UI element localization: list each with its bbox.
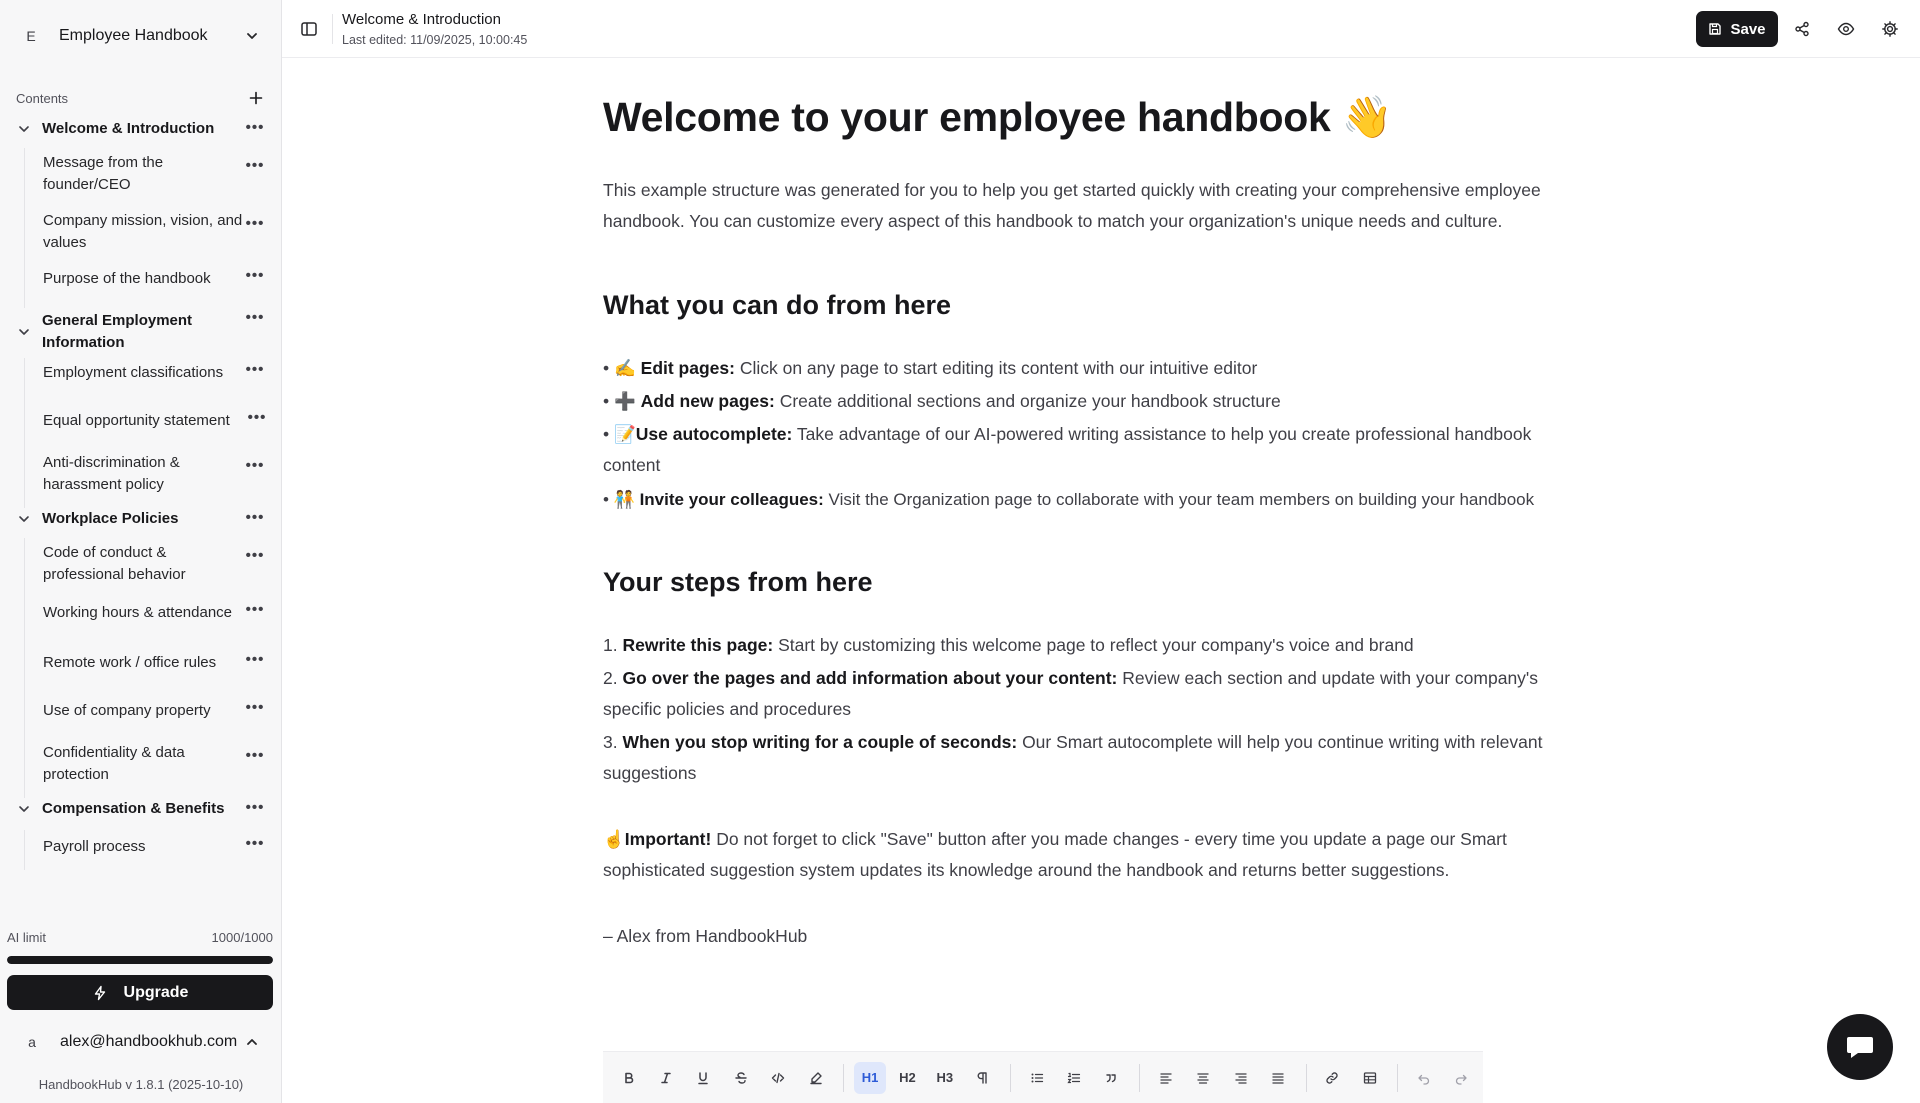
page-item-mission[interactable] — [25, 206, 282, 264]
more-icon[interactable]: ••• — [245, 266, 265, 284]
link-button[interactable] — [1317, 1062, 1348, 1094]
section-children — [24, 358, 282, 508]
step-bold: Rewrite this page: — [622, 635, 774, 655]
pointing-finger-icon: ☝️ — [603, 829, 625, 849]
numbered-list-button[interactable] — [1058, 1062, 1089, 1094]
page-item-label: Company mission, vision, and values — [43, 212, 243, 251]
plus-icon — [249, 91, 263, 105]
quote-icon — [1104, 1071, 1118, 1085]
paragraph-button[interactable] — [967, 1062, 998, 1094]
page-item-label: Confidentiality & data protection — [43, 744, 185, 783]
page-item-code-of-conduct[interactable] — [25, 538, 282, 598]
user-email: alex@handbookhub.com — [60, 1033, 238, 1050]
page-item-equal-opportunity[interactable] — [25, 406, 282, 448]
bullet-item — [603, 353, 1583, 384]
italic-button[interactable] — [650, 1062, 681, 1094]
link-icon — [1325, 1071, 1339, 1085]
save-label: Save — [1730, 20, 1766, 38]
bullet-text: Take advantage of our AI-powered writing assistance to help you create professional handbook content — [603, 424, 1532, 475]
page-item-confidentiality[interactable] — [25, 738, 282, 798]
bolt-icon — [92, 985, 108, 1001]
support-chat-button[interactable] — [1827, 1014, 1893, 1080]
pilcrow-icon — [975, 1071, 989, 1085]
page-item-remote-work[interactable] — [25, 648, 282, 696]
more-icon[interactable]: ••• — [245, 650, 265, 668]
sidebar-toggle-button[interactable] — [296, 16, 322, 42]
section-title: Workplace Policies — [42, 510, 179, 527]
page-item-label: Payroll process — [43, 838, 146, 855]
header-divider — [332, 14, 333, 44]
bullet-list-button[interactable] — [1021, 1062, 1052, 1094]
important-note — [603, 824, 1583, 886]
align-center-icon — [1196, 1071, 1210, 1085]
more-icon[interactable]: ••• — [245, 746, 265, 764]
chevron-down-icon[interactable] — [16, 118, 32, 140]
page-item-payroll[interactable] — [25, 830, 282, 870]
contents-header — [0, 86, 282, 110]
upgrade-button[interactable] — [7, 975, 273, 1010]
bullet-text: Visit the Organization page to collaborate with your team members on building your handbook — [823, 490, 1535, 509]
more-icon[interactable]: ••• — [245, 456, 265, 474]
table-icon — [1363, 1071, 1377, 1085]
chevron-up-icon — [240, 1030, 264, 1054]
gear-icon — [1881, 20, 1899, 38]
align-right-button[interactable] — [1225, 1062, 1256, 1094]
bold-icon — [622, 1071, 636, 1085]
chevron-down-icon — [240, 24, 264, 48]
page-item-label: Message from the founder/CEO — [43, 154, 164, 193]
page-title: Welcome & Introduction — [342, 11, 501, 28]
share-icon — [1794, 21, 1810, 37]
last-edited: Last edited: 11/09/2025, 10:00:45 — [342, 33, 528, 47]
workspace-switcher[interactable] — [14, 20, 268, 52]
align-justify-button[interactable] — [1262, 1062, 1293, 1094]
page-item-classifications[interactable] — [25, 358, 282, 406]
align-justify-icon — [1271, 1071, 1285, 1085]
page-item-label: Equal opportunity statement — [43, 412, 230, 429]
bullet-prefix: • ➕ — [603, 391, 641, 411]
preview-button[interactable] — [1834, 17, 1858, 41]
step-number: 2. — [603, 668, 623, 688]
more-icon[interactable]: ••• — [245, 508, 265, 526]
more-icon[interactable]: ••• — [247, 408, 267, 426]
more-icon[interactable]: ••• — [245, 308, 265, 326]
toolbar-separator — [1010, 1064, 1011, 1092]
heading-1-button[interactable]: H1 — [854, 1062, 885, 1094]
chevron-down-icon[interactable] — [16, 798, 32, 820]
step-text: Review each section and update with your company's specific policies and procedures — [603, 668, 1539, 719]
code-icon — [771, 1071, 785, 1085]
more-icon[interactable]: ••• — [245, 798, 265, 816]
save-icon — [1708, 22, 1722, 36]
toolbar-separator — [1139, 1064, 1140, 1092]
upgrade-label: Upgrade — [123, 983, 189, 1001]
page-item-label: Purpose of the handbook — [43, 270, 211, 287]
underline-button[interactable] — [688, 1062, 719, 1094]
align-left-icon — [1159, 1071, 1173, 1085]
settings-button[interactable] — [1878, 17, 1902, 41]
signature: – Alex from HandbookHub — [603, 926, 808, 946]
step-bold: When you stop writing for a couple of seconds: — [622, 732, 1018, 752]
ai-limit-progress-fill — [7, 956, 273, 964]
section-title: General Employment Information — [42, 312, 193, 351]
contents-label: Contents — [16, 90, 69, 106]
page-item-company-property[interactable] — [25, 696, 282, 738]
section-title: Compensation & Benefits — [42, 800, 225, 817]
share-button[interactable] — [1790, 17, 1814, 41]
align-center-button[interactable] — [1187, 1062, 1218, 1094]
more-icon[interactable]: ••• — [245, 698, 265, 716]
numbered-list-icon — [1067, 1071, 1081, 1085]
step-item — [603, 727, 1583, 789]
redo-icon — [1454, 1071, 1468, 1085]
section-children — [24, 830, 282, 870]
highlighter-icon — [809, 1071, 823, 1085]
step-bold: Go over the pages and add information about your content: — [622, 668, 1118, 688]
page-tree — [0, 118, 282, 912]
step-number: 3. — [603, 732, 623, 752]
bullet-item — [603, 419, 1583, 481]
more-icon[interactable]: ••• — [245, 834, 265, 852]
more-icon[interactable]: ••• — [245, 118, 265, 136]
section-children — [24, 538, 282, 798]
page-item-working-hours[interactable] — [25, 598, 282, 648]
document-h1: Welcome to your employee handbook 👋 — [603, 94, 1393, 140]
save-button[interactable] — [1696, 11, 1778, 47]
page-item-label: Employment classifications — [43, 364, 224, 381]
more-icon[interactable]: ••• — [245, 156, 265, 174]
strikethrough-icon — [734, 1071, 748, 1085]
ai-limit-progress — [7, 956, 273, 964]
bullet-bold: Edit pages: — [640, 358, 735, 378]
bullet-prefix: • 📝 — [603, 424, 636, 444]
important-text: Do not forget to click "Save" button after you made changes - every time you update a page our Smart sophisticated suggestion system updates its knowledge around the handbook and returns better suggestions. — [603, 829, 1507, 880]
add-page-button[interactable] — [244, 86, 268, 110]
bullet-text: Create additional sections and organize your handbook structure — [774, 391, 1281, 411]
workspace-name: Employee Handbook — [59, 27, 208, 44]
page-item-anti-discrimination[interactable] — [25, 448, 282, 508]
bullet-list-icon — [1030, 1071, 1044, 1085]
underline-icon — [696, 1071, 710, 1085]
step-number: 1. — [603, 635, 623, 655]
workspace-avatar: E — [26, 28, 36, 44]
user-menu[interactable] — [14, 1026, 268, 1058]
bullet-text: Click on any page to start editing its content with our intuitive editor — [734, 358, 1258, 378]
bullet-bold: Use autocomplete: — [635, 424, 793, 444]
intro-paragraph: This example structure was generated for you to help you get started quickly with creating your comprehensive employee handbook. You can customize every aspect of this handbook to match your organization's unique needs and culture. — [603, 180, 1541, 231]
redo-button[interactable] — [1446, 1062, 1477, 1094]
section-title: Welcome & Introduction — [42, 120, 215, 137]
step-text: Our Smart autocomplete will help you continue writing with relevant suggestions — [603, 732, 1543, 783]
undo-icon — [1417, 1071, 1431, 1085]
bullet-item — [603, 386, 1583, 417]
ai-limit-value: 1000/1000 — [211, 930, 273, 945]
heading-3-button[interactable]: H3 — [936, 1070, 954, 1085]
sidebar-icon — [300, 20, 318, 38]
bullet-prefix: • ✍️ — [603, 358, 641, 378]
eye-icon — [1837, 20, 1855, 38]
align-right-icon — [1234, 1071, 1248, 1085]
ai-limit-row — [7, 930, 273, 945]
bullet-item — [603, 484, 1583, 515]
step-text: Start by customizing this welcome page to reflect your company's voice and brand — [773, 635, 1414, 655]
code-button[interactable] — [763, 1062, 794, 1094]
page-item-purpose[interactable] — [25, 264, 282, 308]
page-header — [282, 0, 1920, 58]
toolbar-separator — [843, 1064, 844, 1092]
heading-what-you-can-do: What you can do from here — [603, 290, 952, 320]
bullet-prefix: • 🧑‍🤝‍🧑 — [603, 490, 640, 509]
step-item — [603, 663, 1583, 725]
section-workplace-policies[interactable] — [0, 508, 282, 538]
blockquote-button[interactable] — [1096, 1062, 1127, 1094]
more-icon[interactable]: ••• — [245, 360, 265, 378]
strikethrough-button[interactable] — [725, 1062, 756, 1094]
heading-your-steps: Your steps from here — [603, 567, 873, 597]
page-item-founder-message[interactable] — [25, 148, 282, 206]
align-left-button[interactable] — [1150, 1062, 1181, 1094]
chevron-down-icon[interactable] — [16, 508, 32, 530]
toolbar-separator — [1306, 1064, 1307, 1092]
toolbar-separator — [1397, 1064, 1398, 1092]
bullet-bold: Invite your colleagues: — [639, 490, 824, 509]
italic-icon — [659, 1071, 673, 1085]
heading-2-button[interactable]: H2 — [899, 1070, 916, 1085]
page-item-label: Code of conduct & professional behavior — [43, 544, 186, 583]
more-icon[interactable]: ••• — [245, 600, 265, 618]
ai-limit-label: AI limit — [7, 930, 46, 945]
table-button[interactable] — [1354, 1062, 1385, 1094]
highlight-button[interactable] — [800, 1062, 831, 1094]
page-item-label: Working hours & attendance — [43, 604, 233, 621]
more-icon[interactable]: ••• — [245, 546, 265, 564]
page-item-label: Anti-discrimination & harassment policy — [43, 454, 180, 493]
chevron-down-icon[interactable] — [16, 321, 32, 343]
bold-button[interactable] — [613, 1062, 644, 1094]
section-compensation-benefits[interactable] — [0, 798, 282, 830]
section-children — [24, 148, 282, 308]
page-item-label: Remote work / office rules — [43, 654, 217, 671]
page-item-label: Use of company property — [43, 702, 211, 719]
sidebar — [0, 0, 282, 1103]
formatting-toolbar — [603, 1051, 1483, 1103]
more-icon[interactable]: ••• — [245, 214, 265, 232]
chat-icon — [1845, 1033, 1875, 1061]
user-avatar: a — [28, 1034, 36, 1050]
important-bold: Important! — [624, 829, 712, 849]
step-item — [603, 630, 1583, 661]
section-welcome-introduction[interactable] — [0, 118, 282, 148]
bullet-bold: Add new pages: — [640, 391, 775, 411]
app-version: HandbookHub v 1.8.1 (2025-10-10) — [38, 1077, 244, 1092]
section-general-employment[interactable] — [0, 308, 282, 358]
undo-button[interactable] — [1408, 1062, 1439, 1094]
